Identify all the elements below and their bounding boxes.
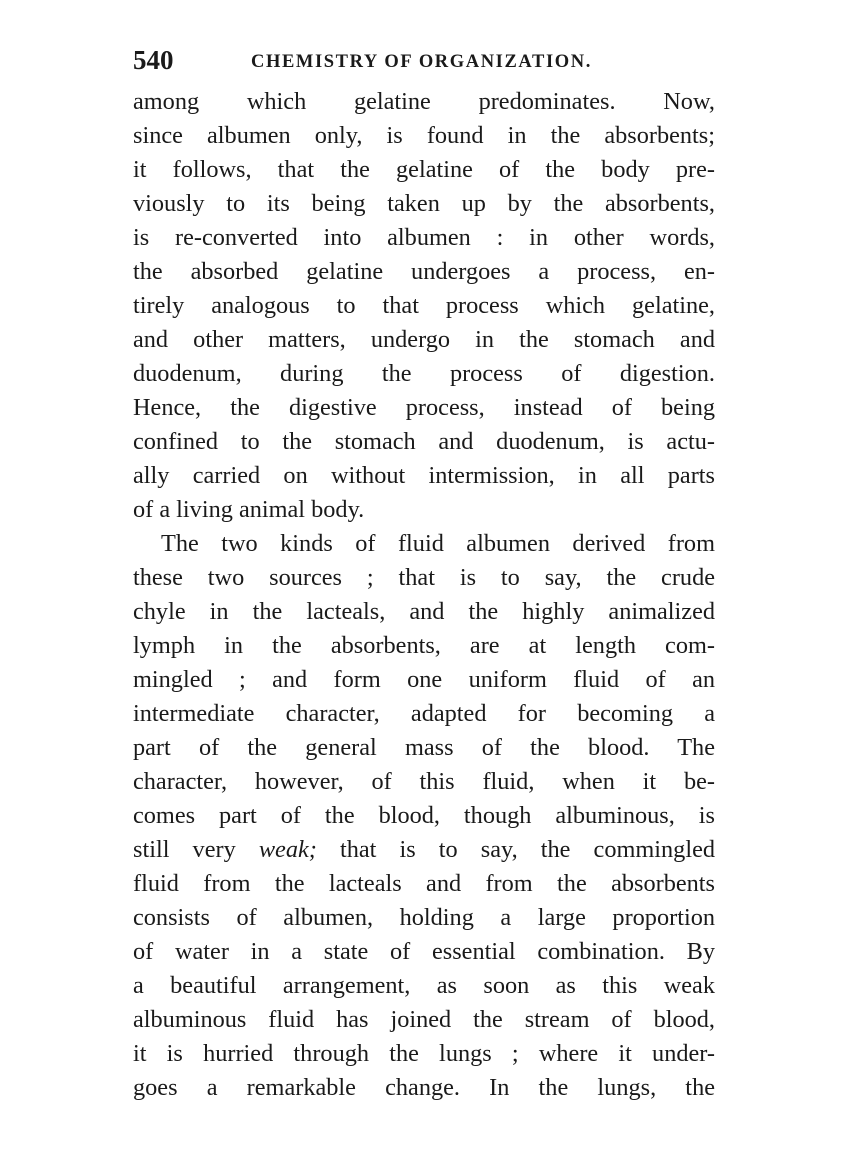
text-line: intermediate character, adapted for becoming a: [133, 700, 715, 727]
text-line: Hence, the digestive process, instead of being: [133, 394, 715, 421]
text-line: ally carried on without intermission, in all parts: [133, 462, 715, 489]
text-line: part of the general mass of the blood. The: [133, 734, 715, 761]
text-line-with-emphasis: [133, 833, 715, 867]
text-line: fluid from the lacteals and from the absorbents: [133, 870, 715, 897]
text-line: is re-converted into albumen : in other words,: [133, 224, 715, 251]
text-line: lymph in the absorbents, are at length com-: [133, 632, 715, 659]
text-line: a beautiful arrangement, as soon as this weak: [133, 972, 715, 999]
text-line: goes a remarkable change. In the lungs, the: [133, 1074, 715, 1101]
body-text: [133, 85, 715, 1105]
text-line: duodenum, during the process of digestion.: [133, 360, 715, 387]
line-text-after: that is to say, the commingled: [316, 836, 715, 863]
text-line: mingled ; and form one uniform fluid of an: [133, 666, 715, 693]
text-line: among which gelatine predominates. Now,: [133, 88, 715, 115]
text-line: since albumen only, is found in the absorbents;: [133, 122, 715, 149]
text-line: chyle in the lacteals, and the highly animalized: [133, 598, 715, 625]
text-line: it is hurried through the lungs ; where it under-: [133, 1040, 715, 1067]
text-line: comes part of the blood, though albuminous, is: [133, 802, 715, 829]
text-line: and other matters, undergo in the stomach and: [133, 326, 715, 353]
paragraph-last-line: of a living animal body.: [133, 496, 365, 523]
text-line: albuminous fluid has joined the stream of blood,: [133, 1006, 715, 1033]
emphasized-word: weak;: [258, 836, 317, 863]
line-text-before: still very: [133, 836, 259, 863]
text-line: viously to its being taken up by the absorbents,: [133, 190, 715, 217]
text-line: consists of albumen, holding a large proportion: [133, 904, 715, 931]
text-line: the absorbed gelatine undergoes a process, en-: [133, 258, 715, 285]
running-head: [133, 40, 715, 80]
text-line: confined to the stomach and duodenum, is actu-: [133, 428, 715, 455]
text-line: tirely analogous to that process which gelatine,: [133, 292, 715, 319]
page-number: 540: [133, 45, 174, 75]
running-title: CHEMISTRY OF ORGANIZATION.: [251, 52, 592, 72]
text-line: character, however, of this fluid, when it be-: [133, 768, 715, 795]
paragraph-first-line: The two kinds of fluid albumen derived from: [161, 530, 715, 557]
text-line: of water in a state of essential combination. By: [133, 938, 715, 965]
text-line: these two sources ; that is to say, the crude: [133, 564, 715, 591]
text-line: it follows, that the gelatine of the body pre-: [133, 156, 715, 183]
